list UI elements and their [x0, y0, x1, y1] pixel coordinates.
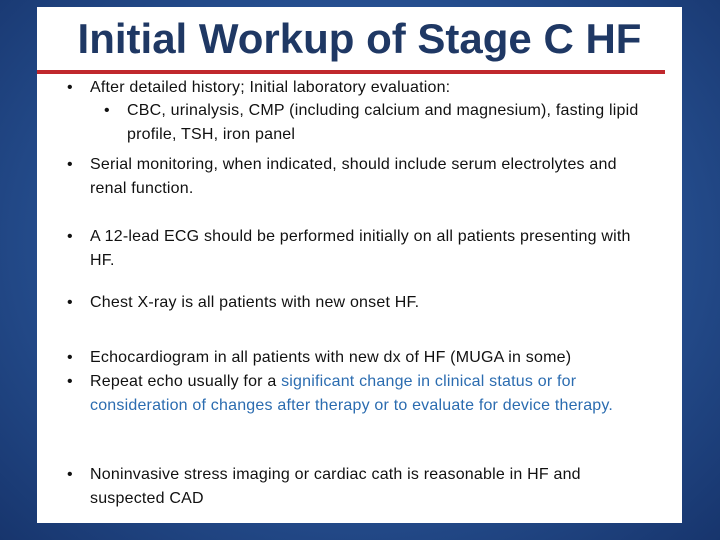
bullet-list	[37, 7, 682, 523]
bullet-text-highlight: significant change in clinical status or for consideration of changes after therapy or to evaluate for device therapy.	[90, 373, 614, 414]
bullet-text: Echocardiogram in all patients with new dx of HF (MUGA in some)	[90, 349, 572, 366]
bullet-text: Chest X-ray is all patients with new onset HF.	[90, 294, 420, 311]
bullet-text: Noninvasive stress imaging or cardiac cath is reasonable in HF and suspected CAD	[90, 466, 581, 507]
bullet-item	[67, 76, 650, 100]
bullet-item	[67, 463, 650, 511]
bullet-item	[67, 370, 650, 418]
bullet-dot: •	[104, 102, 110, 119]
bullet-text: A 12-lead ECG should be performed initially on all patients presenting with HF.	[90, 228, 631, 269]
bullet-item	[67, 225, 650, 273]
bullet-text-plain: Repeat echo usually for a	[90, 373, 282, 390]
bullet-text: After detailed history; Initial laboratory evaluation:	[90, 79, 451, 96]
bullet-item	[67, 153, 650, 201]
bullet-dot: •	[67, 79, 73, 96]
bullet-dot: •	[67, 156, 73, 173]
slide-title: Initial Workup of Stage C HF	[77, 15, 642, 62]
bullet-text: Serial monitoring, when indicated, should include serum electrolytes and renal function.	[90, 156, 617, 197]
bullet-text: CBC, urinalysis, CMP (including calcium and magnesium), fasting lipid profile, TSH, iron panel	[127, 102, 639, 143]
bullet-dot: •	[67, 228, 73, 245]
bullet-item	[67, 291, 650, 315]
bullet-dot: •	[67, 466, 73, 483]
sub-bullet-item	[104, 99, 672, 147]
bullet-dot: •	[67, 349, 73, 366]
bullet-dot: •	[67, 294, 73, 311]
bullet-item	[67, 346, 650, 370]
bullet-dot: •	[67, 373, 73, 390]
slide	[37, 7, 682, 523]
